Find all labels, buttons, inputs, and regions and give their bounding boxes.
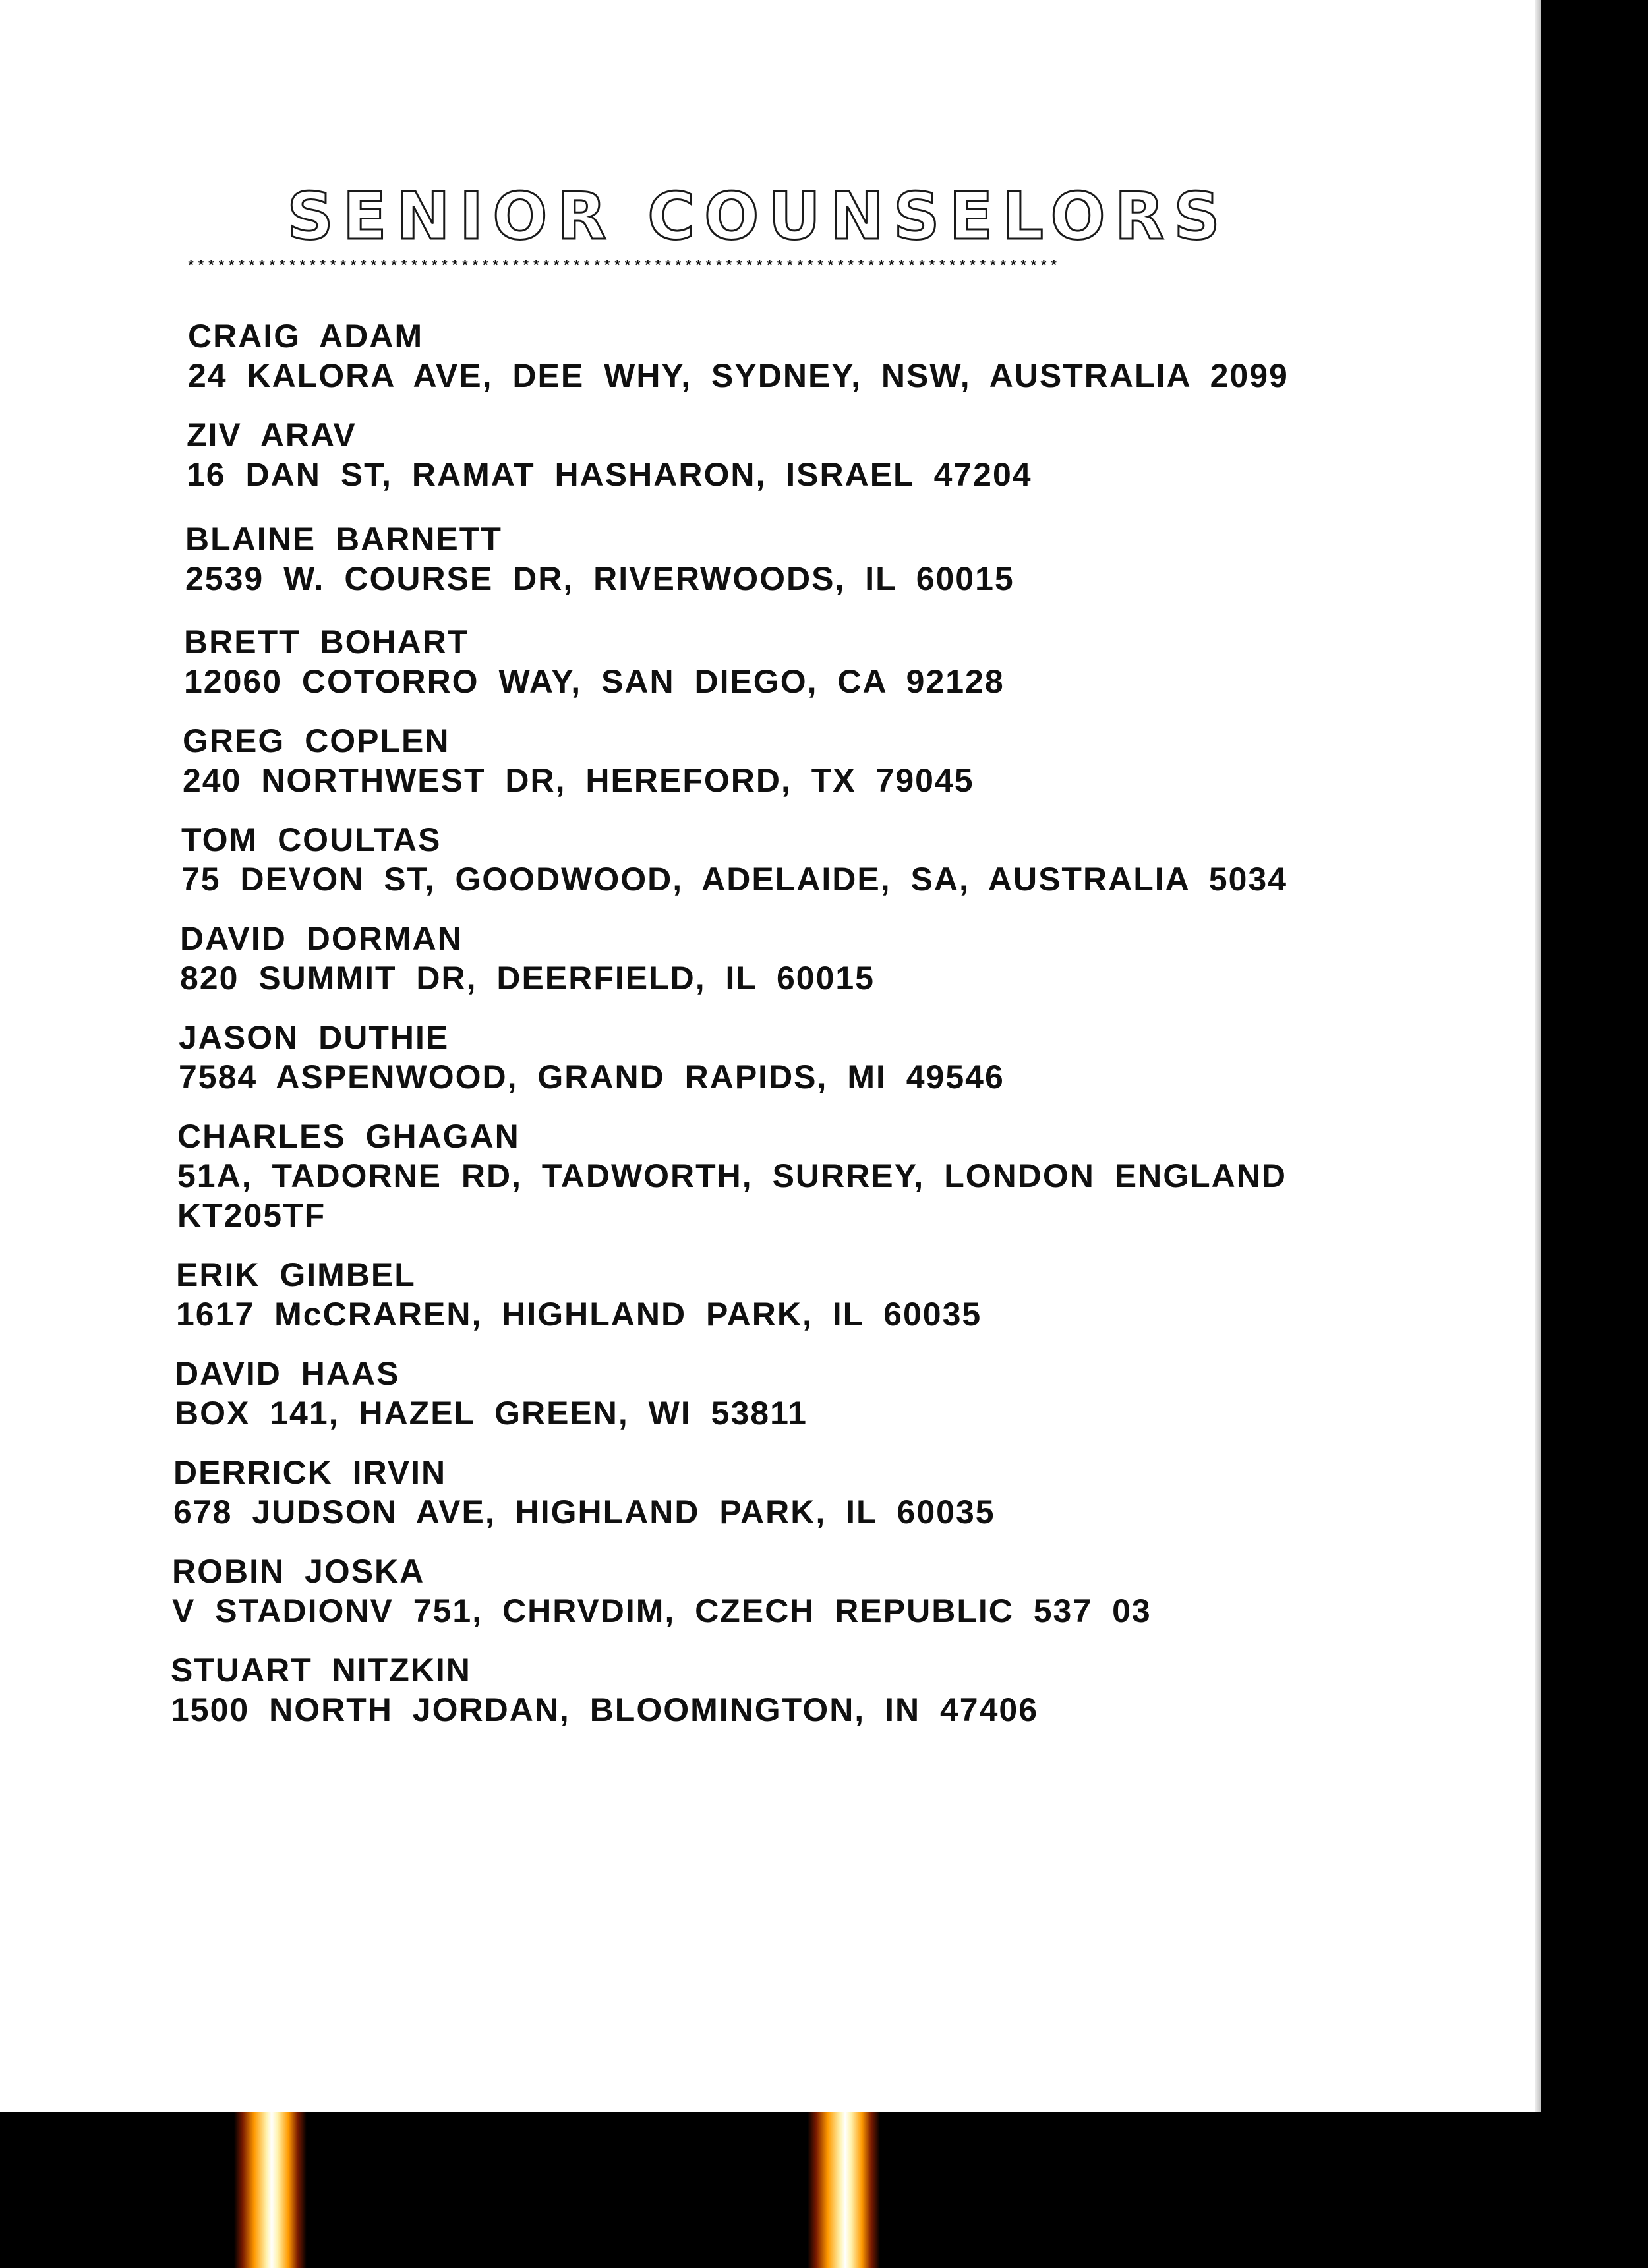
page-edge [1535, 0, 1541, 2112]
counselor-address: 240 NORTHWEST DR, HEREFORD, TX 79045 [183, 762, 974, 799]
counselor-entry [183, 721, 1527, 800]
counselor-address: 12060 COTORRO WAY, SAN DIEGO, CA 92128 [184, 663, 1005, 700]
counselor-list [171, 316, 1519, 1740]
counselor-address-cont: KT205TF [177, 1197, 326, 1234]
counselor-address: 24 KALORA AVE, DEE WHY, SYDNEY, NSW, AUSTRALIA 2099 [188, 357, 1289, 394]
scanner-light-streak [808, 2112, 880, 2268]
counselor-name: CRAIG ADAM [188, 318, 424, 355]
counselor-address: 820 SUMMIT DR, DEERFIELD, IL 60015 [180, 960, 875, 997]
counselor-name: GREG COPLEN [183, 722, 450, 759]
counselor-name: DERRICK IRVIN [173, 1454, 447, 1491]
counselor-address: 75 DEVON ST, GOODWOOD, ADELAIDE, SA, AUSTRALIA 5034 [181, 861, 1288, 898]
counselor-address: 7584 ASPENWOOD, GRAND RAPIDS, MI 49546 [179, 1059, 1005, 1095]
counselor-entry [188, 316, 1533, 395]
asterisk-divider: ************************************************************************************** [187, 258, 1060, 275]
counselor-name: ZIV ARAV [187, 417, 357, 453]
counselor-address: 2539 W. COURSE DR, RIVERWOODS, IL 60015 [185, 560, 1015, 597]
scanner-bed [0, 2112, 1541, 2268]
counselor-name: TOM COULTAS [181, 821, 442, 858]
counselor-entry [187, 415, 1531, 494]
counselor-address: 678 JUDSON AVE, HIGHLAND PARK, IL 60035 [173, 1494, 995, 1530]
counselor-entry [180, 919, 1525, 998]
counselor-entry [177, 1117, 1522, 1235]
counselor-name: ERIK GIMBEL [176, 1256, 416, 1293]
scanner-light-streak [234, 2112, 307, 2268]
counselor-entry [184, 622, 1529, 701]
counselor-entry [181, 820, 1526, 899]
page-title: SENIOR COUNSELORS [287, 179, 1229, 254]
counselor-entry [185, 519, 1530, 598]
counselor-name: CHARLES GHAGAN [177, 1118, 520, 1155]
counselor-address: 51A, TADORNE RD, TADWORTH, SURREY, LONDON ENGLAND [177, 1157, 1287, 1194]
counselor-address: 16 DAN ST, RAMAT HASHARON, ISRAEL 47204 [187, 456, 1032, 493]
counselor-name: ROBIN JOSKA [172, 1553, 425, 1590]
counselor-entry [175, 1354, 1519, 1433]
counselor-entry [176, 1255, 1521, 1334]
counselor-address: 1617 McCRAREN, HIGHLAND PARK, IL 60035 [176, 1296, 982, 1333]
counselor-address: V STADIONV 751, CHRVDIM, CZECH REPUBLIC 537 03 [172, 1592, 1152, 1629]
counselor-name: BRETT BOHART [184, 624, 469, 660]
counselor-name: DAVID HAAS [175, 1355, 400, 1392]
counselor-name: JASON DUTHIE [179, 1019, 450, 1056]
counselor-entry [179, 1018, 1523, 1097]
counselor-name: DAVID DORMAN [180, 920, 463, 957]
counselor-address: 1500 NORTH JORDAN, BLOOMINGTON, IN 47406 [171, 1691, 1039, 1728]
counselor-address: BOX 141, HAZEL GREEN, WI 53811 [175, 1395, 808, 1432]
counselor-entry [172, 1552, 1517, 1631]
counselor-entry [173, 1453, 1518, 1532]
counselor-name: STUART NITZKIN [171, 1652, 471, 1689]
counselor-entry [171, 1650, 1516, 1730]
counselor-name: BLAINE BARNETT [185, 521, 502, 558]
